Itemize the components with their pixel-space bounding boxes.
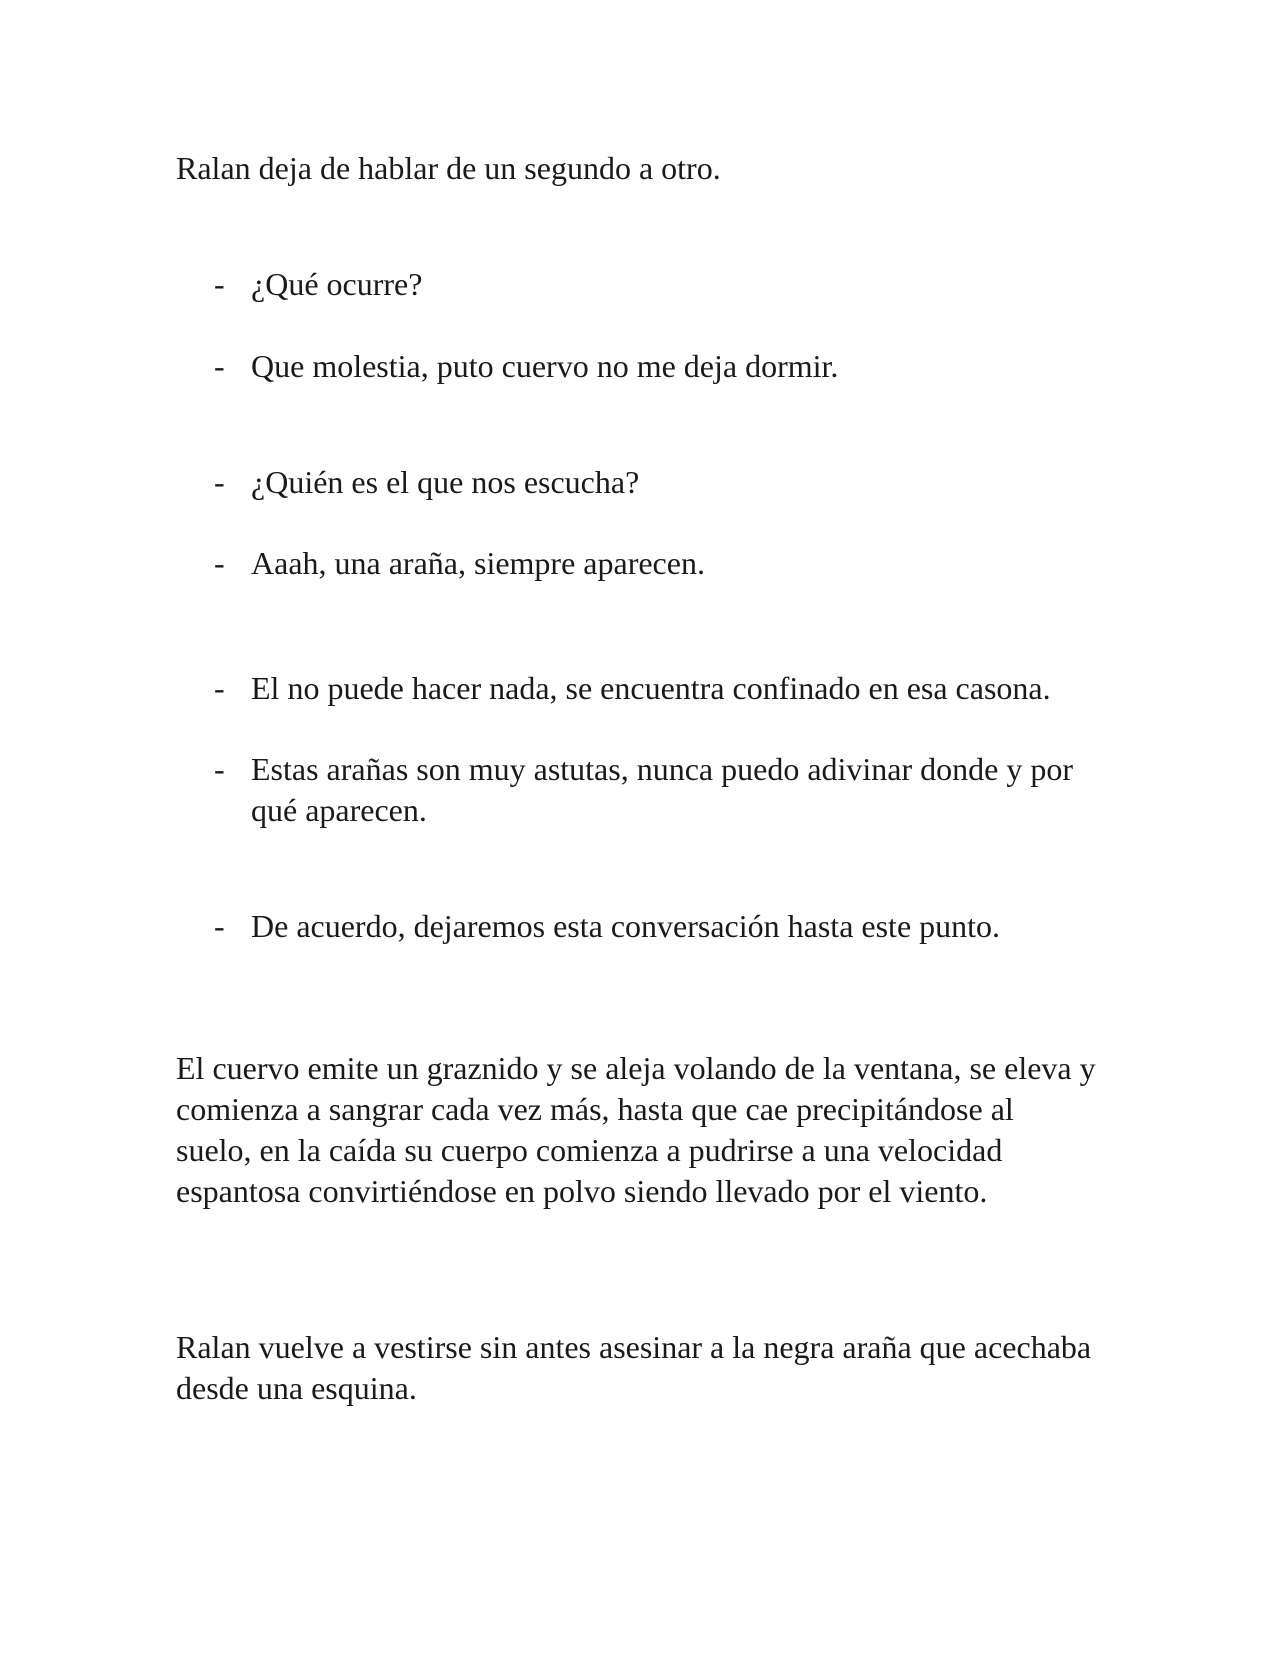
crow-paragraph: El cuervo emite un graznido y se aleja volando de la ventana, se eleva y comienza a sangrar cada vez más, hasta que cae precipitándose al suelo, en la caída su cuerpo comienza a pudrirse a una velocidad espantosa convirtiéndose en polvo siendo llevado por el viento. — [176, 1050, 1096, 1209]
dialogue-line-2: Que molestia, puto cuervo no me deja dormir. — [251, 348, 839, 384]
dialogue-dash: - — [214, 348, 225, 384]
dialogue-line-6: Estas arañas son muy astutas, nunca puedo adivinar donde y por qué aparecen. — [251, 751, 1074, 828]
dialogue-dash: - — [214, 464, 225, 500]
dialogue-dash: - — [214, 908, 225, 944]
dialogue-line-7: De acuerdo, dejaremos esta conversación hasta este punto. — [251, 908, 1001, 944]
closing-paragraph: Ralan vuelve a vestirse sin antes asesinar a la negra araña que acechaba desde una esquina. — [176, 1329, 1092, 1406]
dialogue-dash: - — [214, 751, 225, 787]
intro-paragraph: Ralan deja de hablar de un segundo a otro. — [176, 150, 721, 186]
dialogue-dash: - — [214, 545, 225, 581]
dialogue-dash: - — [214, 266, 225, 302]
dialogue-line-4: Aaah, una araña, siempre aparecen. — [251, 545, 705, 581]
dialogue-line-5: El no puede hacer nada, se encuentra confinado en esa casona. — [251, 670, 1051, 706]
dialogue-line-1: ¿Qué ocurre? — [251, 266, 423, 302]
dialogue-dash: - — [214, 670, 225, 706]
dialogue-line-3: ¿Quién es el que nos escucha? — [251, 464, 640, 500]
